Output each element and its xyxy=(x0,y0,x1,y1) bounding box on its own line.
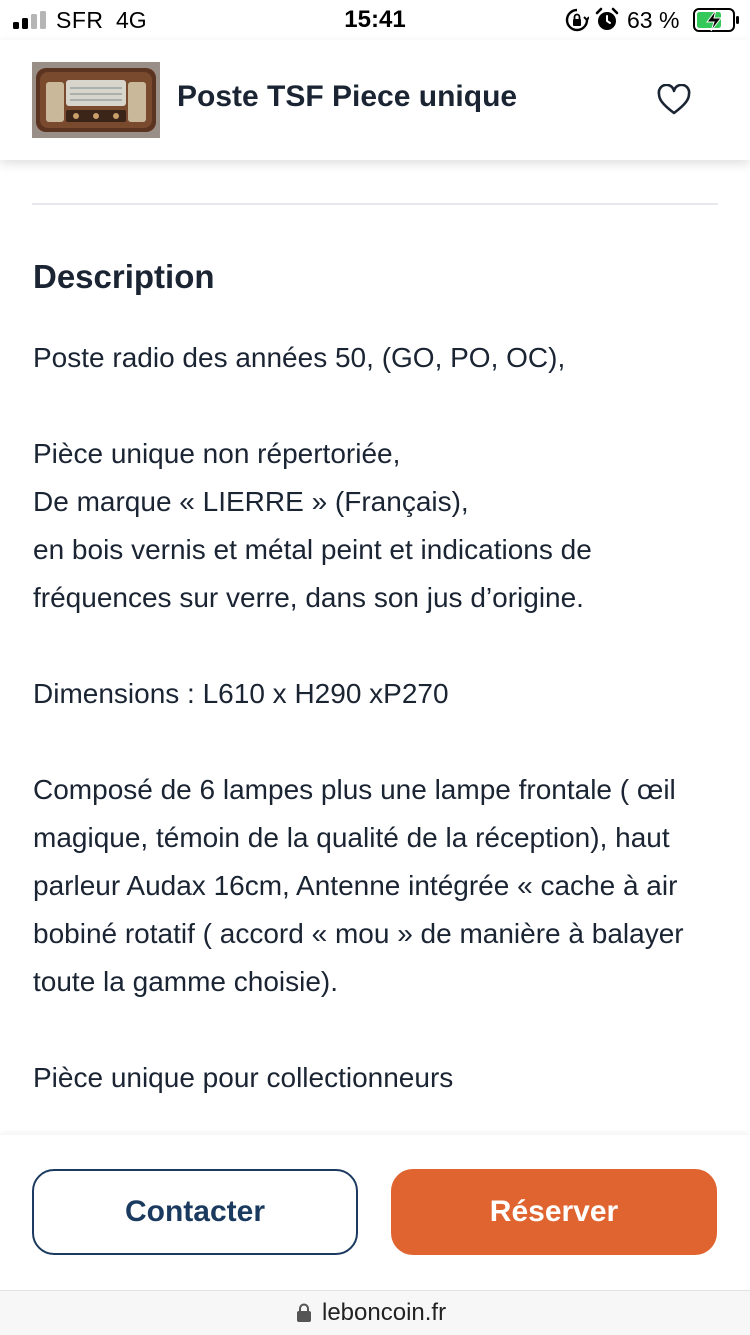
carrier-name: SFR xyxy=(56,7,104,33)
listing-header xyxy=(0,40,750,160)
section-divider xyxy=(32,203,718,205)
action-bar xyxy=(0,1135,750,1295)
description-paragraph: Dimensions : L610 x H290 xP270 xyxy=(33,678,449,709)
description-paragraph: Composé de 6 lampes plus une lampe frontale ( œil magique, témoin de la qualité de la réception), haut parleur Audax 16cm, Antenne intégrée « cache à air bobiné rotatif ( accord « mou » de manière à balayer toute la gamme choisie). xyxy=(33,774,684,997)
url-text: leboncoin.fr xyxy=(322,1299,447,1326)
clock: 15:41 xyxy=(344,6,406,33)
battery-percent: 63 % xyxy=(627,7,680,33)
description-section xyxy=(33,248,723,1133)
contact-button[interactable]: Contacter xyxy=(32,1169,358,1255)
browser-url-bar[interactable] xyxy=(0,1290,750,1335)
heart-outline-icon[interactable] xyxy=(657,84,691,116)
description-paragraph: Pièce unique pour collectionneurs xyxy=(33,1062,454,1093)
description-heading: Description xyxy=(33,258,215,295)
status-bar xyxy=(0,0,750,40)
battery-charging-icon xyxy=(693,8,741,32)
network-type: 4G xyxy=(116,7,147,33)
orientation-lock-icon xyxy=(565,8,589,32)
listing-thumbnail[interactable] xyxy=(32,62,160,138)
listing-title: Poste TSF Piece unique xyxy=(177,80,518,113)
description-paragraph: Pièce unique non répertoriée, De marque « LIERRE » (Français), en bois vernis et métal peint et indications de fréquences sur verre, dans son jus d’origine. xyxy=(33,438,592,613)
alarm-icon xyxy=(595,7,619,33)
reserve-button[interactable]: Réserver xyxy=(391,1169,717,1255)
description-paragraph: Poste radio des années 50, (GO, PO, OC), xyxy=(33,342,566,373)
lock-icon xyxy=(296,1303,312,1323)
